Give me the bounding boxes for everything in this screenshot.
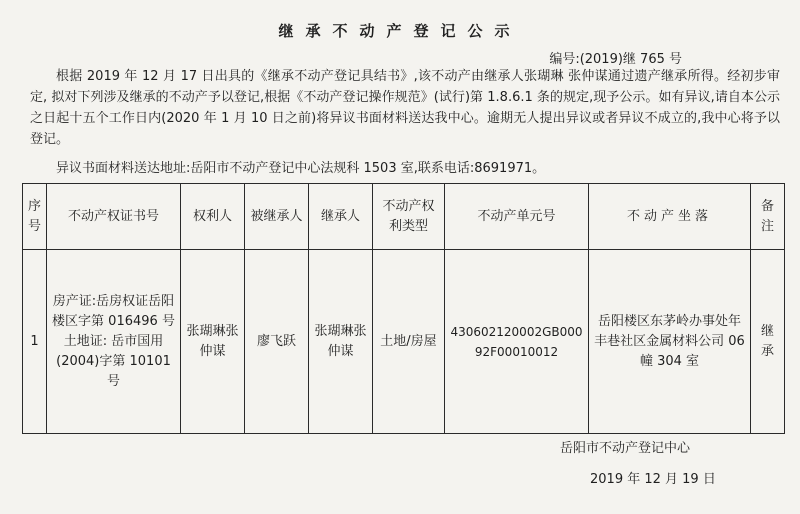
cell-right-type: 土地/房屋 [373,250,445,434]
objection-address: 异议书面材料送达地址:岳阳市不动产登记中心法规科 1503 室,联系电话:8691971。 [56,161,546,176]
cert-land: 土地证: 岳市国用(2004)字第 10101 号 [56,333,171,389]
header-remark: 备注 [751,184,785,250]
cell-location: 岳阳楼区东茅岭办事处年丰巷社区金属材料公司 06 幢 304 室 [589,250,751,434]
cert-house: 房产证:岳房权证岳阳楼区字第 016496 号 [52,293,175,329]
registration-table [22,183,785,434]
cell-heir: 张瑚琳张仲谋 [309,250,373,434]
header-seq: 序号 [23,184,47,250]
notice-paragraph: 根据 2019 年 12 月 17 日出具的《继承不动产登记具结书》,该不动产由继承人张瑚琳 张仲谋通过遗产继承所得。经初步审定, 拟对下列涉及继承的不动产予以登记,根据《不动产登记操作规范》(试行)第 1.8.6.1 条的规定,现予公示。如有异议,请自本公示之日起十五个工作日内(2020 年 1 月 10 日之前)将异议书面材料送达我中心。逾期无人提出异议或者异议不成立的,我中心将予以登记。 [30,69,780,147]
cell-decedent: 廖飞跃 [245,250,309,434]
cell-unit-no: 430602120002GB00092F00010012 [445,250,589,434]
issue-date: 2019 年 12 月 19 日 [590,472,716,487]
issuer-name: 岳阳市不动产登记中心 [560,441,691,456]
cell-owner: 张瑚琳张仲谋 [181,250,245,434]
cell-remark: 继承 [751,250,785,434]
document-number: 编号:(2019)继 765 号 [549,52,682,67]
header-heir: 继承人 [309,184,373,250]
table-header-row [23,184,785,250]
header-owner: 权利人 [181,184,245,250]
table-row [23,250,785,434]
header-right-type: 不动产权利类型 [373,184,445,250]
header-unit-no: 不动产单元号 [445,184,589,250]
page-title: 继承不动产登记公示 [278,22,522,40]
header-cert-no: 不动产权证书号 [47,184,181,250]
cell-seq: 1 [23,250,47,434]
cell-cert-no [47,250,181,434]
header-location: 不动产坐落 [589,184,751,250]
header-decedent: 被继承人 [245,184,309,250]
